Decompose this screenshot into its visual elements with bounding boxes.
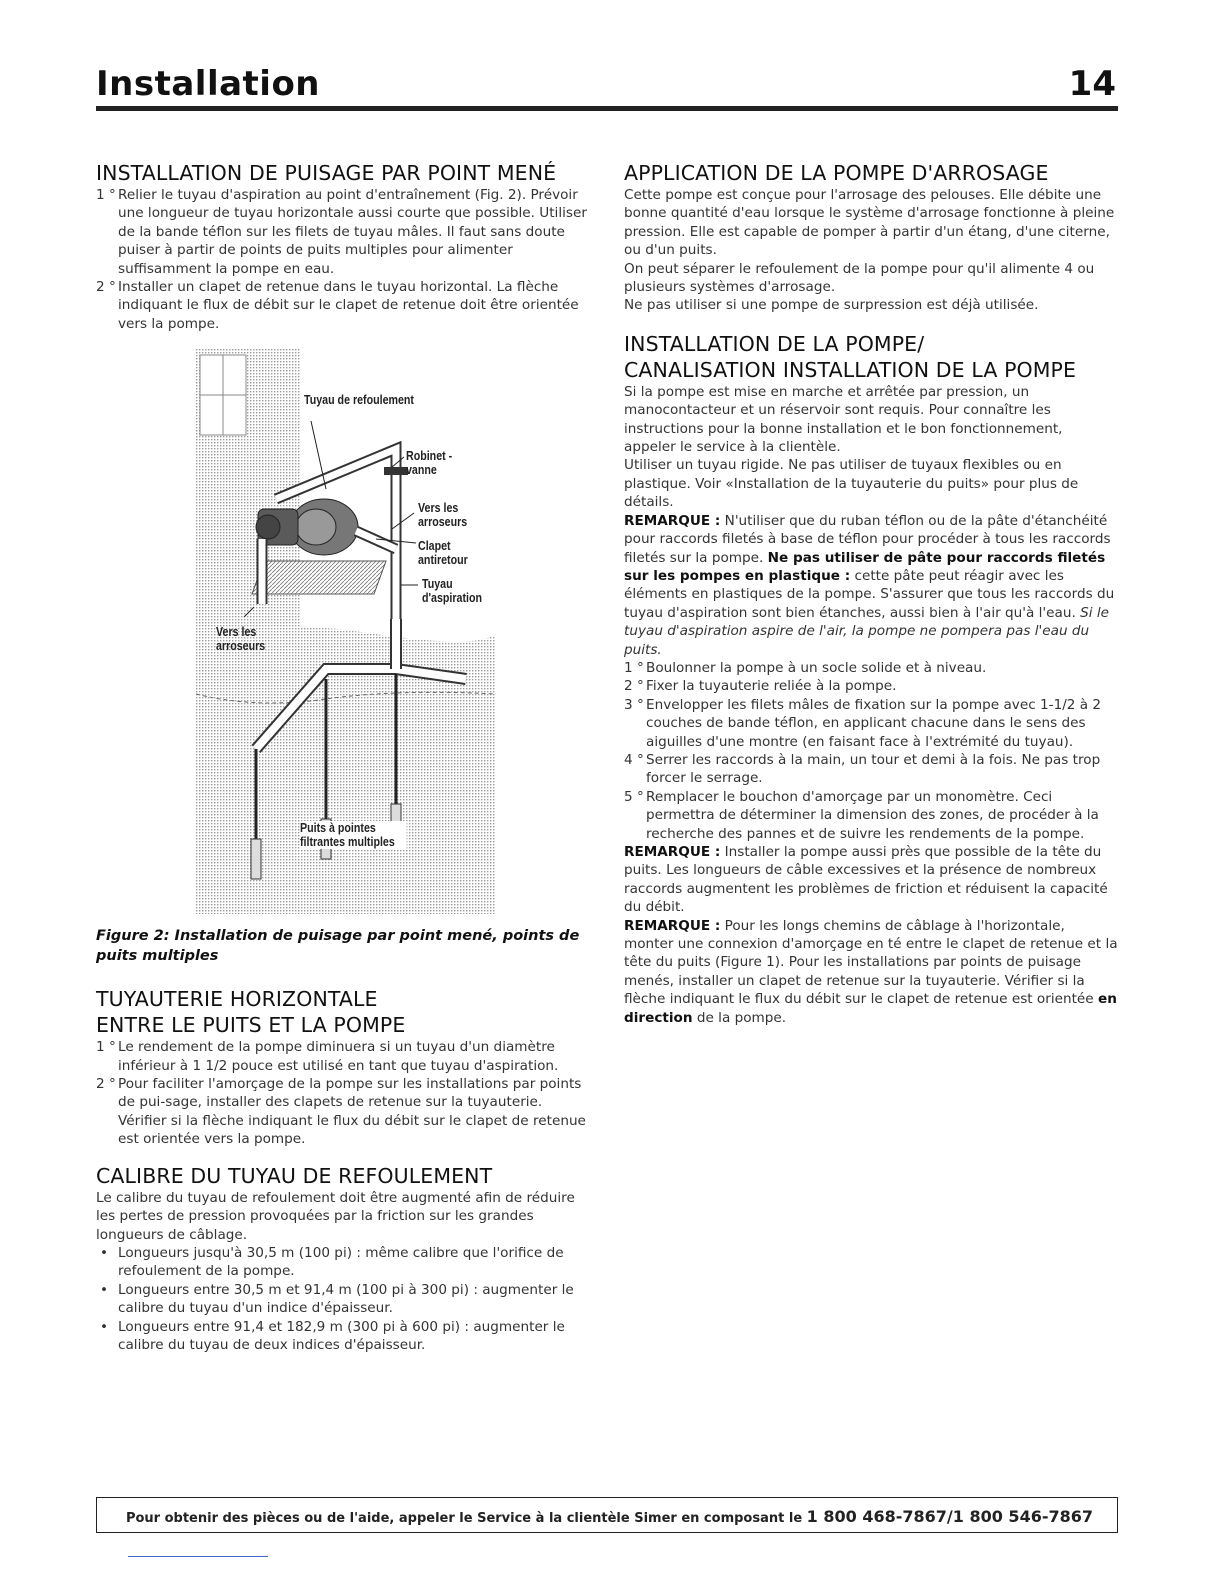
sprinkler-para-1: Cette pompe est conçue pour l'arrosage des pelouses. Elle débite une bonne quantité d'eau lorsque le système d'arrosage fonctionne à pleine pression. Elle est capable de pomper à partir d'un étang, d'une citerne, ou d'un puits.: [624, 187, 1115, 259]
page-number: 14: [1068, 64, 1116, 104]
list-item: 2 ° Fixer la tuyauterie reliée à la pompe.: [624, 678, 897, 695]
figure-caption: Figure 2: Installation de puisage par point mené, points de puits multiples: [96, 928, 580, 965]
list-item: • Longueurs entre 91,4 et 182,9 m (300 pi à 600 pi) : augmenter le calibre du tuyau de deux indices d'épaisseur.: [100, 1318, 565, 1353]
pump-install-steps: [624, 659, 1118, 843]
page-title: Installation: [96, 64, 321, 104]
label-gate-valve: Robinet -vanne: [406, 448, 453, 478]
pump-install-para-2: Utiliser un tuyau rigide. Ne pas utiliser de tuyaux flexibles ou en plastique. Voir «Installation de la tuyauterie du puits» pour plus de détails.: [624, 457, 1079, 511]
list-item: • Longueurs jusqu'à 30,5 m (100 pi) : même calibre que l'orifice de refoulement de la pompe.: [100, 1244, 564, 1280]
sprinkler-para-3: Ne pas utiliser si une pompe de surpression est déjà utilisée.: [624, 297, 1039, 314]
sprinkler-para-2: On peut séparer le refoulement de la pompe pour qu'il alimente 4 ou plusieurs systèmes d'arrosage.: [624, 260, 1095, 296]
label-check-valve: Clapet antiretour: [418, 538, 468, 568]
figure-2-diagram: [196, 349, 496, 914]
label-discharge-pipe: Tuyau de refoulement: [304, 392, 414, 408]
page-header: [96, 62, 1118, 112]
point-mene-steps: [96, 186, 590, 333]
footer-contact-box: [96, 1497, 1118, 1533]
label-to-sprinklers-left: Vers les arroseurs: [216, 624, 266, 654]
discharge-size-intro: Le calibre du tuyau de refoulement doit être augmenté afin de réduire les pertes de pression provoquées par la friction sur les grandes longueurs de câblage.: [96, 1189, 575, 1243]
list-item: 3 ° Envelopper les filets mâles de fixation sur la pompe avec 1-1/2 à 2 couches de bande téflon, en applicant chacune dans le sens des aiguilles d'une montre (en faisant face à l'extrémité du tuyau).: [624, 696, 1102, 750]
remark-teflon: REMARQUE : N'utiliser que du ruban téflon ou de la pâte d'étanchéité pour raccords filetés à base de téflon pour procéder à tous les raccords filetés sur la pompe. Ne pas utiliser de pâte pour raccords filetés sur les pompes en plastique : cette pâte peut réagir avec les éléments en plastiques de la pompe. S'assurer que tous les raccords du tuyau d'aspiration sont bien étanches, aussi bien à l'air qu'à l'eau. Si le tuyau d'aspiration aspire de l'air, la pompe ne pompera pas l'eau du puits.: [624, 512, 1115, 658]
section-heading-sprinkler: APPLICATION DE LA POMPE D'ARROSAGE: [624, 161, 1049, 185]
label-to-sprinklers-right: Vers les arroseurs: [418, 500, 468, 530]
section-heading-pump-install-1: INSTALLATION DE LA POMPE/: [624, 331, 925, 356]
section-heading-pump-install-2: CANALISATION INSTALLATION DE LA POMPE: [624, 357, 1077, 382]
footer-rule: [128, 1556, 268, 1557]
remark-well-head: REMARQUE : Installer la pompe aussi près que possible de la tête du puits. Les longueurs de câble excessives et la présence de nombreux raccords augmentent les problèmes de friction et réduisent la capacité du débit.: [624, 844, 1108, 916]
pump-install-para-1: Si la pompe est mise en marche et arrêtée par pression, un manocontacteur et un réservoir sont requis. Pour connaître les instructions pour la bonne installation et le bon fonctionnement, appeler le service à la clientèle.: [624, 383, 1063, 456]
list-item: 1 ° Boulonner la pompe à un socle solide et à niveau.: [624, 659, 987, 676]
list-item: 2 ° Pour faciliter l'amorçage de la pompe sur les installations par points de pui-sage, installer des clapets de retenue sur la tuyauterie. Vérifier si la flèche indiquant le flux du débit sur le clapet de retenue est orientée vers la pompe.: [96, 1076, 586, 1148]
list-item: 1 ° Relier le tuyau d'aspiration au point d'entraînement (Fig. 2). Prévoir une longueur de tuyau horizontale aussi courte que possible. Utiliser de la bande téflon sur les filets de tuyau mâles. Il faut sans doute puiser à partir de points de puits multiples pour alimenter suffisamment la pompe en eau.: [96, 187, 587, 277]
list-item: 5 ° Remplacer le bouchon d'amorçage par un monomètre. Ceci permettra de déterminer la dimension des zones, de procéder à la recherche des pannes et de suivre les rendements de la pompe.: [624, 788, 1099, 842]
section-heading-point-mene: INSTALLATION DE PUISAGE PAR POINT MENÉ: [96, 161, 557, 185]
list-item: 1 ° Le rendement de la pompe diminuera si un tuyau d'un diamètre inférieur à 1 1/2 pouce est utilisé en tant que tuyau d'aspiration.: [96, 1039, 559, 1074]
section-heading-discharge-size: CALIBRE DU TUYAU DE REFOULEMENT: [96, 1163, 493, 1188]
footer-phone: 1 800 468-7867/1 800 546-7867: [806, 1507, 1093, 1526]
label-multiple-wells: Puits à pointes filtrantes multiples: [300, 821, 407, 849]
label-suction-pipe: Tuyau d'aspiration: [422, 576, 483, 606]
left-column: [96, 160, 590, 1354]
list-item: 4 ° Serrer les raccords à la main, un tour et demi à la fois. Ne pas trop forcer le serrage.: [624, 751, 1101, 787]
discharge-size-list: [96, 1244, 590, 1354]
list-item: • Longueurs entre 30,5 m et 91,4 m (100 pi à 300 pi) : augmenter le calibre du tuyau d'un indice d'épaisseur.: [100, 1281, 574, 1317]
footer-text: Pour obtenir des pièces ou de l'aide, appeler le Service à la clientèle Simer en composant le 1 800 468-7867/1 800 546-7867: [125, 1507, 1093, 1526]
list-item: 2 ° Installer un clapet de retenue dans le tuyau horizontal. La flèche indiquant le flux de débit sur le clapet de retenue doit être orientée vers la pompe.: [96, 279, 579, 332]
horizontal-piping-steps: [96, 1038, 590, 1148]
header-rule: [96, 106, 1118, 111]
section-heading-horizontal-piping-2: ENTRE LE PUITS ET LA POMPE: [96, 1013, 406, 1038]
right-column: [624, 160, 1118, 1027]
section-heading-horizontal-piping-1: TUYAUTERIE HORIZONTALE: [96, 987, 378, 1012]
remark-long-runs: REMARQUE : Pour les longs chemins de câblage à l'horizontale, monter une connexion d'amorçage en té entre le clapet de retenue et la tête du puits (Figure 1). Pour les installations par points de puisage menés, installer un clapet de retenue sur la tuyauterie. Vérifier si la flèche indiquant le flux du débit sur le clapet de retenue est orientée en direction de la pompe.: [624, 917, 1118, 1026]
